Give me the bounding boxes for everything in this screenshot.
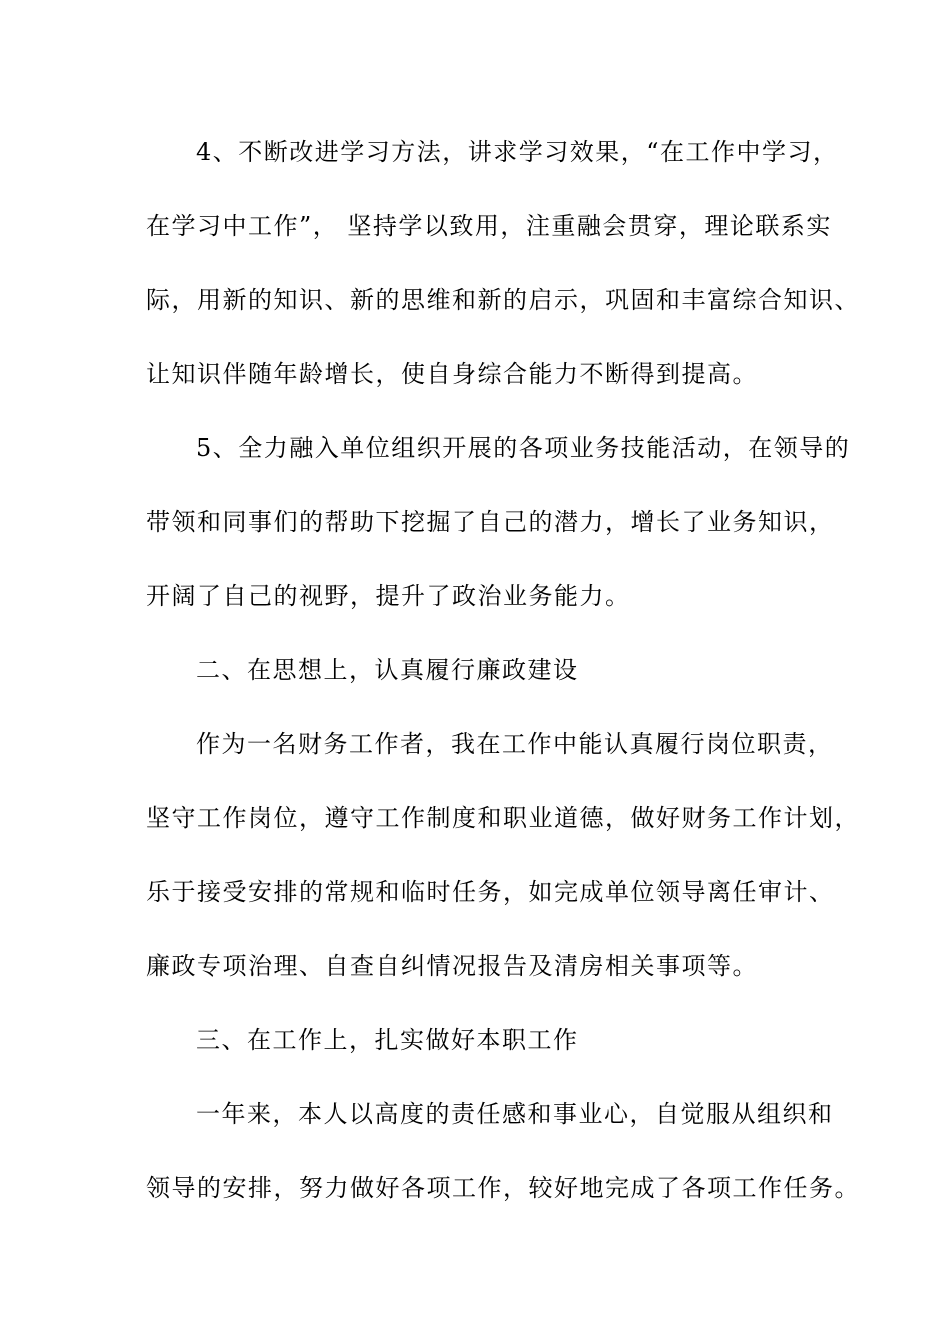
text-line: 5、全力融入单位组织开展的各项业务技能活动，在领导的 (196, 434, 851, 462)
text-line: 开阔了自己的视野，提升了政治业务能力。 (146, 582, 631, 610)
text-line: 乐于接受安排的常规和临时任务，如完成单位领导离任审计、 (146, 878, 835, 906)
text-line: 在学习中工作”， 坚持学以致用，注重融会贯穿，理论联系实 (146, 212, 832, 240)
text-line: 让知识伴随年龄增长，使自身综合能力不断得到提高。 (146, 360, 758, 388)
text-line: 领导的安排，努力做好各项工作，较好地完成了各项工作任务。 (146, 1174, 860, 1202)
section-heading: 二、在思想上，认真履行廉政建设 (196, 656, 579, 684)
text-line: 4、不断改进学习方法，讲求学习效果，“在工作中学习， (196, 138, 839, 166)
text-line: 作为一名财务工作者，我在工作中能认真履行岗位职责， (196, 730, 834, 758)
text-line: 一年来，本人以高度的责任感和事业心，自觉服从组织和 (196, 1100, 834, 1128)
text-line: 际，用新的知识、新的思维和新的启示，巩固和丰富综合知识、 (146, 286, 860, 314)
section-heading: 三、在工作上，扎实做好本职工作 (196, 1026, 579, 1054)
text-line: 廉政专项治理、自查自纠情况报告及清房相关事项等。 (146, 952, 758, 980)
text-line: 坚守工作岗位，遵守工作制度和职业道德，做好财务工作计划， (146, 804, 860, 832)
text-line: 带领和同事们的帮助下挖掘了自己的潜力，增长了业务知识， (146, 508, 835, 536)
